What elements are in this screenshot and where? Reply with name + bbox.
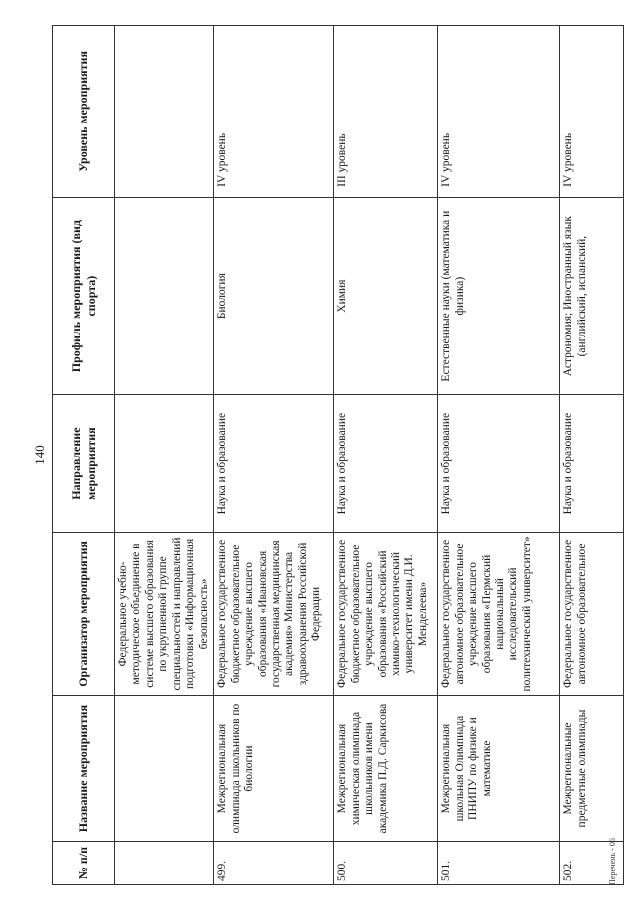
- row-level: IV уровень: [214, 26, 334, 198]
- row-level: IV уровень: [438, 26, 560, 198]
- row-organizer: Федеральное государственное бюджетное образовательное учреждение высшего образования «Российский химико-технологический университет имени Д.И. Менделеева»: [334, 532, 438, 695]
- header-profile: Профиль мероприятия (вид спорта): [53, 197, 115, 395]
- row-profile: [115, 197, 214, 395]
- page-number: 140: [32, 445, 47, 465]
- row-direction: [115, 395, 214, 532]
- row-profile: Естественные науки (математика и физика): [438, 197, 560, 395]
- row-num: 501.: [438, 842, 560, 885]
- row-name: Межрегиональные предметные олимпиады: [560, 696, 624, 842]
- row-organizer: Федеральное учебно-методическое объединение в системе высшего образования по укрупненной группе специальностей и направлений подготовки «Информационная безопасность»: [115, 532, 214, 695]
- row-direction: Наука и образование: [214, 395, 334, 532]
- table-row: [214, 26, 334, 885]
- events-table: [52, 25, 624, 885]
- row-direction: Наука и образование: [560, 395, 624, 532]
- rotated-page: [32, 25, 617, 885]
- row-name: [115, 696, 214, 842]
- row-direction: Наука и образование: [334, 395, 438, 532]
- row-direction: Наука и образование: [438, 395, 560, 532]
- row-num: [115, 842, 214, 885]
- row-organizer: Федеральное государственное бюджетное образовательное учреждение высшего образования «Ивановская государственная медицинская академия» Министерства здравоохранения Российской Федерации: [214, 532, 334, 695]
- row-num: 500.: [334, 842, 438, 885]
- row-profile: Астрономия; Иностранный язык (английский, испанский,: [560, 197, 624, 395]
- row-level: III уровень: [334, 26, 438, 198]
- row-level: IV уровень: [560, 26, 624, 198]
- row-name: Межрегиональная олимпиада школьников по биологии: [214, 696, 334, 842]
- row-organizer: Федеральное государственное автономное образовательное: [560, 532, 624, 695]
- header-num: № п/п: [53, 842, 115, 885]
- row-name: Межрегиональная химическая олимпиада школьников имени академика П.Д. Саркисова: [334, 696, 438, 842]
- row-num: 502.: [560, 842, 624, 885]
- header-name: Название мероприятия: [53, 696, 115, 842]
- row-name: Межрегиональная школьная Олимпиада ПНИПУ по физике и математике: [438, 696, 560, 842]
- header-level: Уровень мероприятия: [53, 26, 115, 198]
- header-organizer: Организатор мероприятия: [53, 532, 115, 695]
- row-organizer: Федеральное государственное автономное образовательное учреждение высшего образования «Пермский национальный исследовательский политехнический университет»: [438, 532, 560, 695]
- row-level: [115, 26, 214, 198]
- row-profile: Химия: [334, 197, 438, 395]
- row-num: 499.: [214, 842, 334, 885]
- table-header-row: [53, 26, 115, 885]
- table-row: [438, 26, 560, 885]
- header-direction: Направление мероприятия: [53, 395, 115, 532]
- row-profile: Биология: [214, 197, 334, 395]
- table-row: [115, 26, 214, 885]
- table-row: [334, 26, 438, 885]
- table-row: [560, 26, 624, 885]
- footer-note: Перечень - 06: [608, 838, 617, 885]
